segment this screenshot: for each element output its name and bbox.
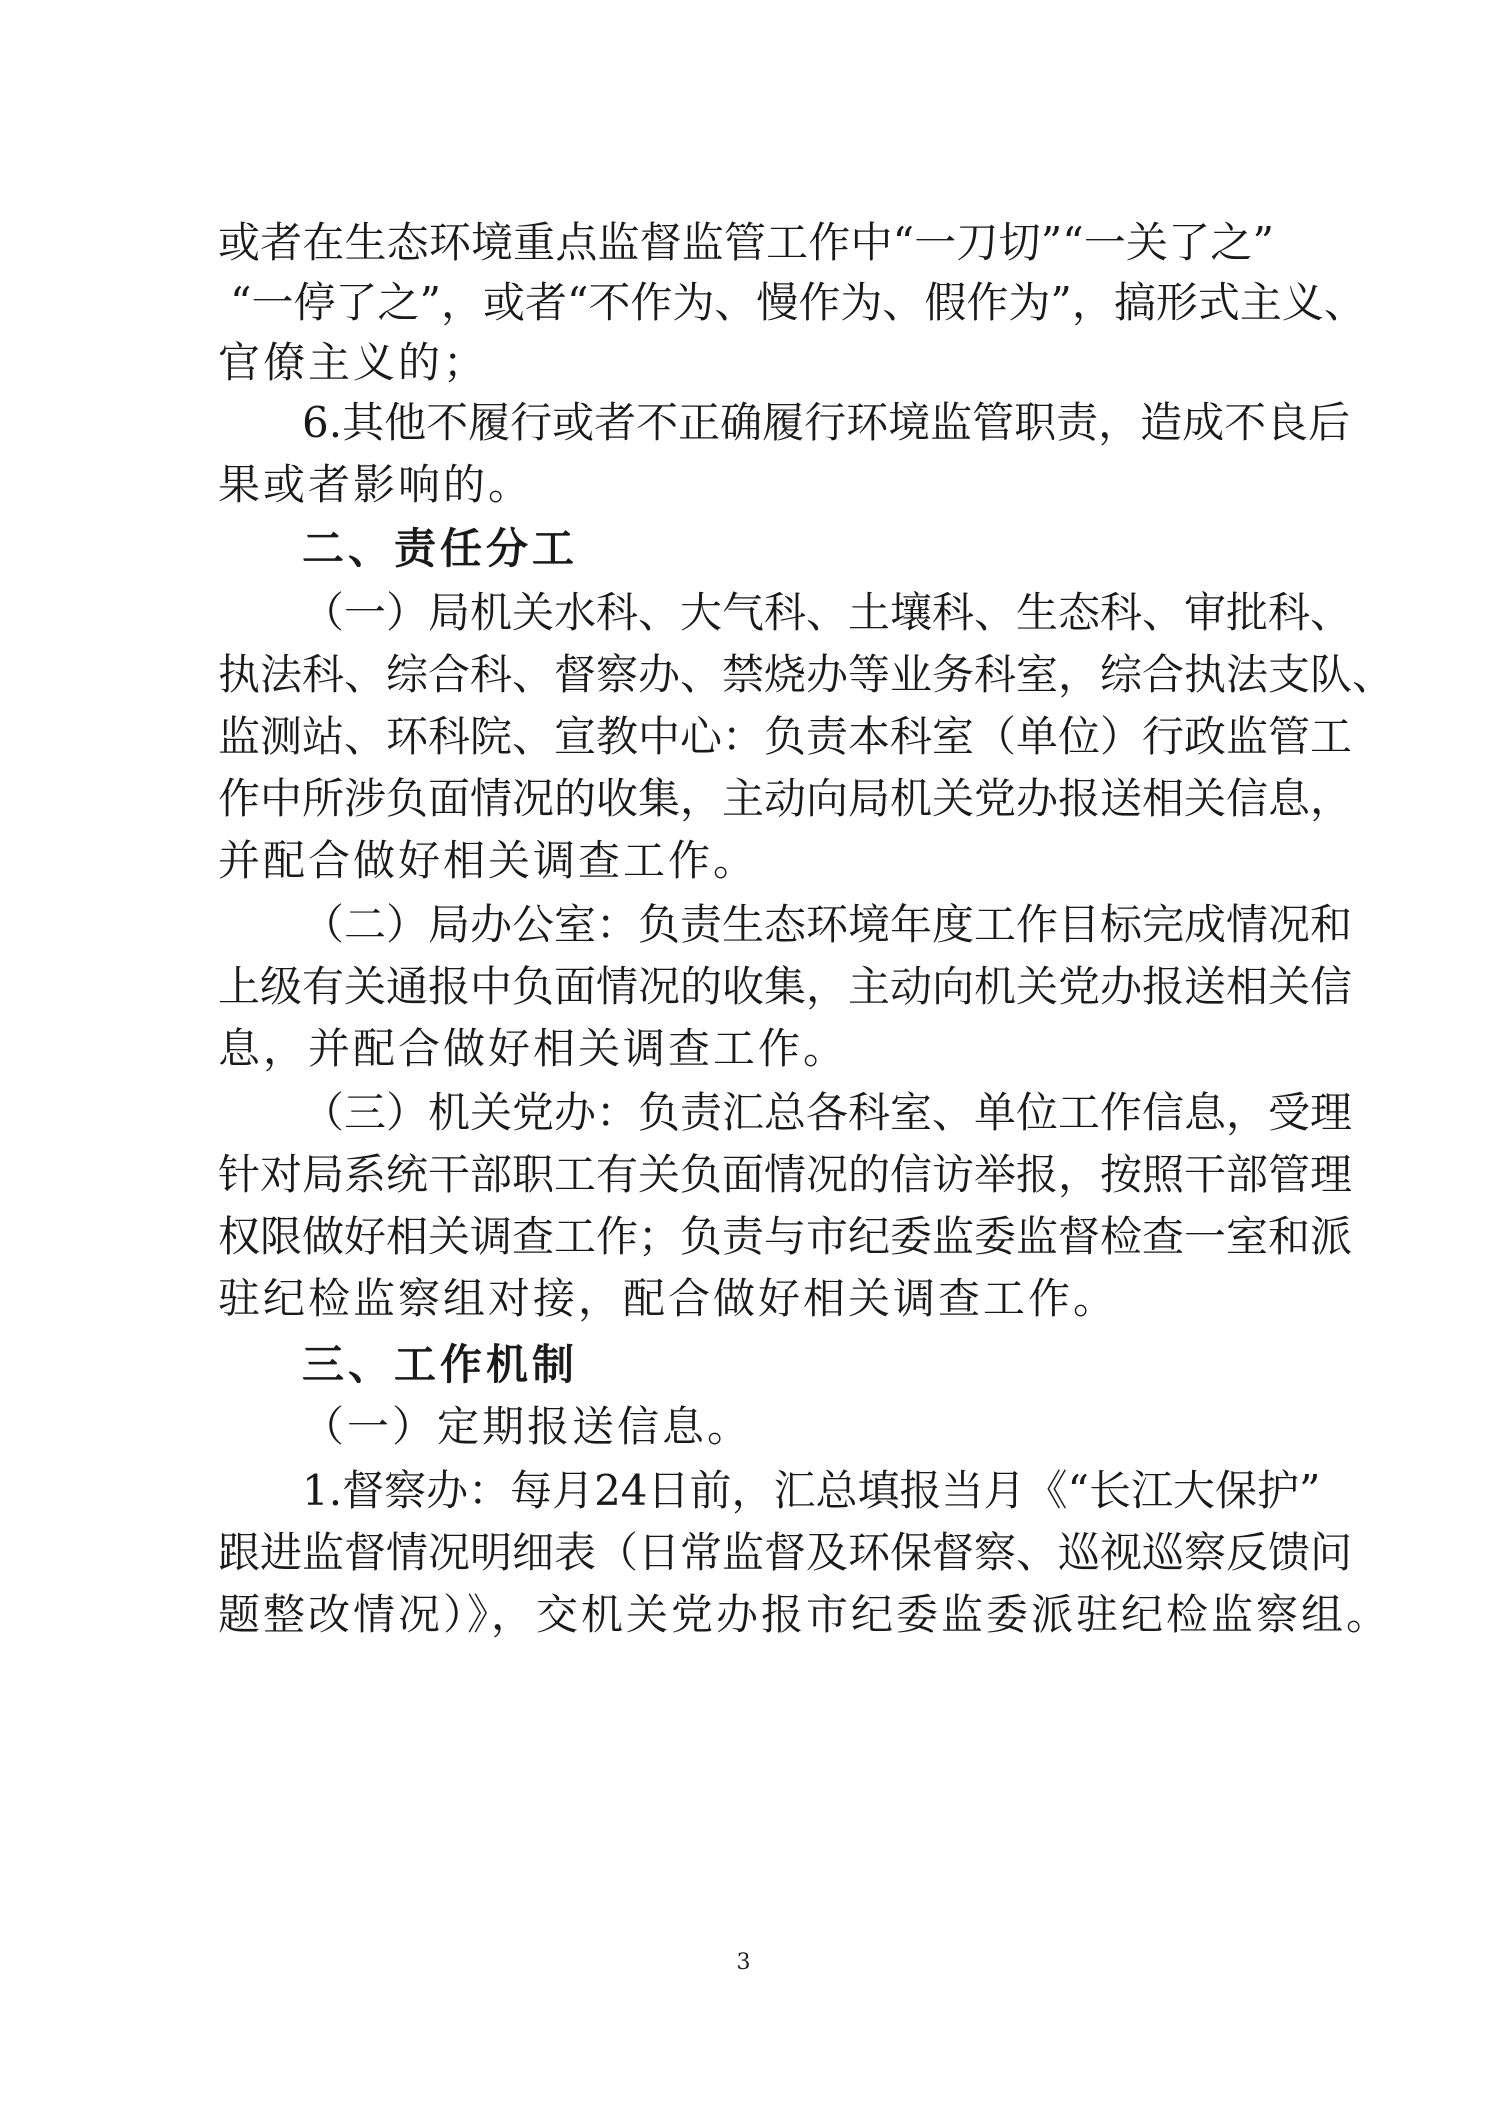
text-line: 官僚主义的； (218, 338, 489, 387)
section-heading: 二、责任分工 (302, 524, 579, 573)
paragraph-line: 息，并配合做好相关调查工作。 (218, 1024, 849, 1073)
paragraph-line: 执法科、综合科、督察办、禁烧办等业务科室，综合执法支队、 (218, 650, 1395, 699)
paragraph-line: 监测站、环科院、宣教中心：负责本科室（单位）行政监管工 (218, 712, 1353, 761)
text-line: “一停了之”，或者“不作为、慢作为、假作为”，搞形式主义、 (230, 278, 1366, 327)
paragraph-line: 跟进监督情况明细表（日常监督及环保督察、巡视巡察反馈问 (218, 1528, 1353, 1577)
paragraph-line: 上级有关通报中负面情况的收集，主动向机关党办报送相关信 (218, 962, 1353, 1011)
text-line: 或者在生态环境重点监督监管工作中“一刀切”“一关了之” (218, 218, 1274, 267)
paragraph-line: （二）局办公室：负责生态环境年度工作目标完成情况和 (302, 900, 1353, 949)
page-number: 3 (736, 1950, 751, 1975)
paragraph-line: 驻纪检监察组对接，配合做好相关调查工作。 (218, 1274, 1119, 1323)
subsection-heading: （一）定期报送信息。 (302, 1402, 753, 1451)
list-item: 1.督察办：每月24日前，汇总填报当月《“长江大保护” (302, 1466, 1321, 1515)
paragraph-line: 题整改情况）》，交机关党办报市纪委监委派驻纪检监察组。 (218, 1590, 1392, 1639)
paragraph-line: 作中所涉负面情况的收集，主动向局机关党办报送相关信息， (218, 774, 1353, 823)
paragraph-line: 权限做好相关调查工作；负责与市纪委监委监督检查一室和派 (218, 1212, 1353, 1261)
section-heading: 三、工作机制 (302, 1340, 579, 1389)
paragraph-line: 针对局系统干部职工有关负面情况的信访举报，按照干部管理 (218, 1150, 1353, 1199)
paragraph-line: （三）机关党办：负责汇总各科室、单位工作信息，受理 (302, 1088, 1353, 1137)
paragraph-line: （一）局机关水科、大气科、土壤科、生态科、审批科、 (302, 588, 1353, 637)
paragraph-line: 并配合做好相关调查工作。 (218, 836, 759, 885)
list-item: 6.其他不履行或者不正确履行环境监管职责，造成不良后 (302, 398, 1351, 447)
text-line: 果或者影响的。 (218, 460, 534, 509)
